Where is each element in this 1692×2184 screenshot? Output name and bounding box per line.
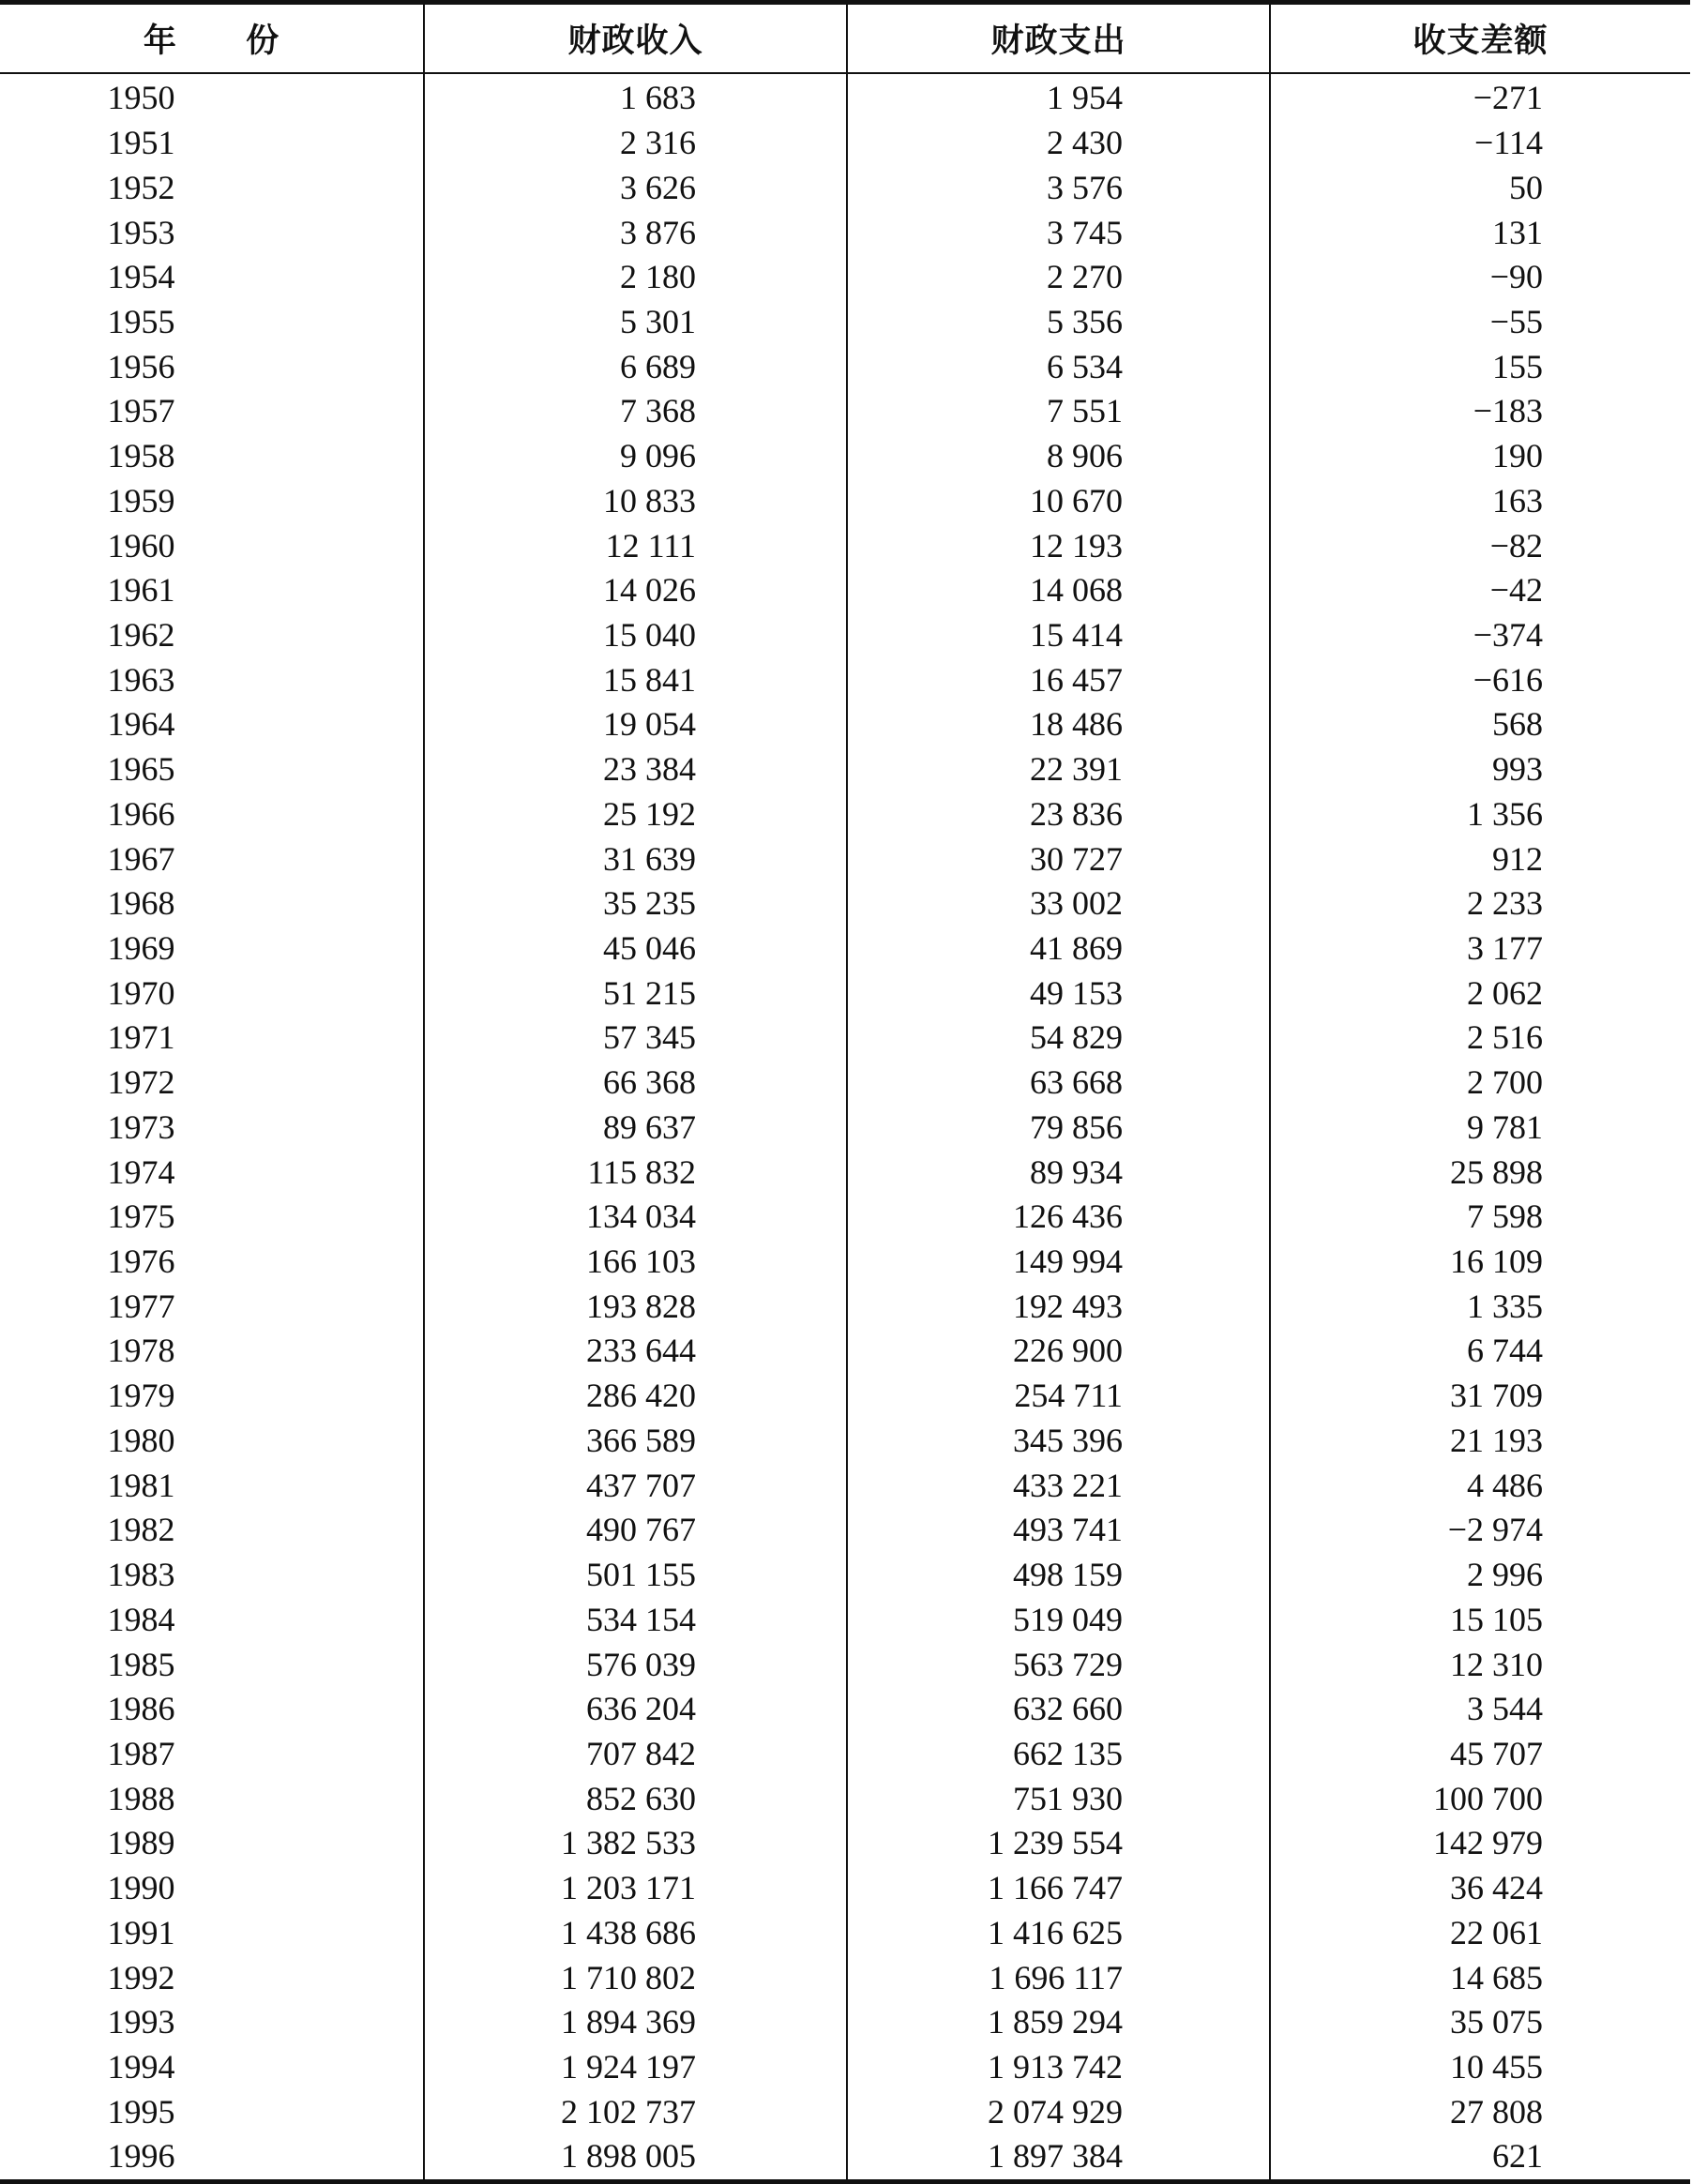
balance-cell: 14 685: [1270, 1955, 1690, 2000]
balance-cell: 15 105: [1270, 1597, 1690, 1642]
year-cell: 1977: [107, 1287, 175, 1325]
expenditure-cell: 498 159: [847, 1553, 1270, 1598]
revenue-cell: 115 832: [424, 1150, 847, 1195]
year-cell: 1970: [107, 973, 175, 1012]
balance-cell: 131: [1270, 210, 1690, 255]
revenue-cell: 23 384: [424, 747, 847, 792]
revenue-cell: 576 039: [424, 1642, 847, 1687]
table-row: [0, 1776, 1690, 1821]
header-row: [0, 3, 1690, 74]
table-row: [0, 1240, 1690, 1285]
balance-cell: −183: [1270, 389, 1690, 434]
year-cell: 1959: [107, 481, 175, 520]
balance-cell: 31 709: [1270, 1374, 1690, 1419]
year-cell: 1994: [107, 2047, 175, 2086]
expenditure-cell: 2 074 929: [847, 2089, 1270, 2134]
table-row: [0, 2000, 1690, 2045]
balance-cell: −114: [1270, 121, 1690, 166]
table-row: [0, 657, 1690, 702]
revenue-cell: 2 180: [424, 255, 847, 300]
year-cell: 1976: [107, 1243, 175, 1281]
expenditure-cell: 254 711: [847, 1374, 1270, 1419]
table-row: [0, 2045, 1690, 2090]
year-cell: 1982: [107, 1511, 175, 1549]
expenditure-cell: 226 900: [847, 1329, 1270, 1374]
expenditure-column-header: 财政支出: [847, 3, 1270, 74]
year-cell: 1986: [107, 1690, 175, 1728]
revenue-cell: 366 589: [424, 1419, 847, 1464]
table-row: [0, 1284, 1690, 1329]
year-cell: 1955: [107, 302, 175, 340]
year-cell: 1957: [107, 392, 175, 430]
year-cell: 1975: [107, 1197, 175, 1236]
expenditure-cell: 16 457: [847, 657, 1270, 702]
year-cell: 1992: [107, 1958, 175, 1996]
revenue-column-header: 财政收入: [424, 3, 847, 74]
year-cell: 1961: [107, 571, 175, 610]
expenditure-cell: 192 493: [847, 1284, 1270, 1329]
expenditure-cell: 14 068: [847, 568, 1270, 613]
year-cell: 1973: [107, 1107, 175, 1146]
revenue-cell: 31 639: [424, 836, 847, 881]
revenue-cell: 233 644: [424, 1329, 847, 1374]
expenditure-cell: 1 239 554: [847, 1821, 1270, 1866]
year-cell: 1962: [107, 615, 175, 654]
table-row: [0, 2089, 1690, 2134]
expenditure-cell: 1 913 742: [847, 2045, 1270, 2090]
revenue-cell: 707 842: [424, 1732, 847, 1777]
revenue-cell: 14 026: [424, 568, 847, 613]
expenditure-cell: 8 906: [847, 434, 1270, 479]
year-cell: 1993: [107, 2003, 175, 2041]
year-cell: 1983: [107, 1556, 175, 1594]
revenue-cell: 51 215: [424, 971, 847, 1016]
year-cell: 1980: [107, 1421, 175, 1459]
table-row: [0, 1016, 1690, 1061]
expenditure-cell: 30 727: [847, 836, 1270, 881]
table-row: [0, 1642, 1690, 1687]
balance-cell: 16 109: [1270, 1240, 1690, 1285]
balance-cell: 2 233: [1270, 881, 1690, 926]
balance-cell: 22 061: [1270, 1910, 1690, 1955]
revenue-cell: 45 046: [424, 926, 847, 972]
expenditure-cell: 89 934: [847, 1150, 1270, 1195]
revenue-cell: 3 876: [424, 210, 847, 255]
expenditure-cell: 519 049: [847, 1597, 1270, 1642]
revenue-cell: 1 924 197: [424, 2045, 847, 2090]
table-row: [0, 121, 1690, 166]
expenditure-cell: 5 356: [847, 300, 1270, 345]
revenue-cell: 1 683: [424, 73, 847, 121]
revenue-cell: 2 316: [424, 121, 847, 166]
year-cell: 1984: [107, 1600, 175, 1638]
year-cell: 1951: [107, 124, 175, 162]
table-row: [0, 1061, 1690, 1106]
year-cell: 1991: [107, 1913, 175, 1951]
revenue-cell: 193 828: [424, 1284, 847, 1329]
balance-cell: 45 707: [1270, 1732, 1690, 1777]
year-cell: 1954: [107, 258, 175, 296]
expenditure-cell: 433 221: [847, 1463, 1270, 1508]
expenditure-cell: 23 836: [847, 792, 1270, 837]
year-cell: 1958: [107, 437, 175, 475]
year-cell: 1950: [107, 79, 175, 117]
table-row: [0, 1955, 1690, 2000]
revenue-cell: 15 841: [424, 657, 847, 702]
revenue-cell: 134 034: [424, 1195, 847, 1240]
expenditure-cell: 1 897 384: [847, 2134, 1270, 2181]
expenditure-cell: 493 741: [847, 1508, 1270, 1553]
balance-cell: 568: [1270, 702, 1690, 747]
expenditure-cell: 1 859 294: [847, 2000, 1270, 2045]
balance-cell: −2 974: [1270, 1508, 1690, 1553]
balance-cell: −90: [1270, 255, 1690, 300]
revenue-cell: 1 382 533: [424, 1821, 847, 1866]
table-row: [0, 1732, 1690, 1777]
expenditure-cell: 1 416 625: [847, 1910, 1270, 1955]
balance-cell: −374: [1270, 613, 1690, 658]
balance-cell: 2 996: [1270, 1553, 1690, 1598]
balance-cell: 163: [1270, 478, 1690, 523]
revenue-cell: 9 096: [424, 434, 847, 479]
balance-cell: −42: [1270, 568, 1690, 613]
table-row: [0, 1597, 1690, 1642]
year-cell: 1996: [107, 2137, 175, 2176]
expenditure-cell: 1 166 747: [847, 1866, 1270, 1911]
year-cell: 1964: [107, 705, 175, 744]
table-row: [0, 1419, 1690, 1464]
balance-cell: 4 486: [1270, 1463, 1690, 1508]
expenditure-cell: 1 696 117: [847, 1955, 1270, 2000]
year-cell: 1956: [107, 347, 175, 385]
balance-cell: 1 335: [1270, 1284, 1690, 1329]
table-row: [0, 165, 1690, 210]
expenditure-cell: 6 534: [847, 344, 1270, 389]
revenue-cell: 286 420: [424, 1374, 847, 1419]
table-row: [0, 1866, 1690, 1911]
year-cell: 1952: [107, 168, 175, 206]
year-cell: 1965: [107, 750, 175, 789]
table-row: [0, 255, 1690, 300]
revenue-cell: 19 054: [424, 702, 847, 747]
table-row: [0, 1553, 1690, 1598]
table-row: [0, 1106, 1690, 1151]
table-row: [0, 1508, 1690, 1553]
revenue-cell: 166 103: [424, 1240, 847, 1285]
revenue-cell: 1 898 005: [424, 2134, 847, 2181]
table-row: [0, 747, 1690, 792]
expenditure-cell: 33 002: [847, 881, 1270, 926]
year-cell: 1989: [107, 1824, 175, 1862]
balance-cell: 25 898: [1270, 1150, 1690, 1195]
table-row: [0, 210, 1690, 255]
year-cell: 1960: [107, 526, 175, 565]
table-row: [0, 73, 1690, 121]
balance-cell: 3 544: [1270, 1687, 1690, 1732]
balance-column-header: 收支差额: [1270, 3, 1690, 74]
revenue-cell: 534 154: [424, 1597, 847, 1642]
year-cell: 1966: [107, 794, 175, 833]
revenue-cell: 852 630: [424, 1776, 847, 1821]
revenue-cell: 7 368: [424, 389, 847, 434]
expenditure-cell: 49 153: [847, 971, 1270, 1016]
table-row: [0, 1910, 1690, 1955]
balance-cell: 10 455: [1270, 2045, 1690, 2090]
expenditure-cell: 1 954: [847, 73, 1270, 121]
year-cell: 1979: [107, 1377, 175, 1415]
balance-cell: 27 808: [1270, 2089, 1690, 2134]
balance-cell: 190: [1270, 434, 1690, 479]
table-row: [0, 1687, 1690, 1732]
expenditure-cell: 15 414: [847, 613, 1270, 658]
year-cell: 1985: [107, 1645, 175, 1683]
balance-cell: 100 700: [1270, 1776, 1690, 1821]
balance-cell: 912: [1270, 836, 1690, 881]
expenditure-cell: 7 551: [847, 389, 1270, 434]
table-row: [0, 702, 1690, 747]
revenue-cell: 1 710 802: [424, 1955, 847, 2000]
revenue-cell: 66 368: [424, 1061, 847, 1106]
year-cell: 1972: [107, 1063, 175, 1102]
table-row: [0, 389, 1690, 434]
table-row: [0, 478, 1690, 523]
year-column-header: 年 份: [0, 3, 424, 74]
revenue-cell: 15 040: [424, 613, 847, 658]
table-body: [0, 73, 1690, 2181]
expenditure-cell: 563 729: [847, 1642, 1270, 1687]
expenditure-cell: 149 994: [847, 1240, 1270, 1285]
table-row: [0, 523, 1690, 568]
expenditure-cell: 126 436: [847, 1195, 1270, 1240]
balance-cell: 9 781: [1270, 1106, 1690, 1151]
revenue-cell: 1 438 686: [424, 1910, 847, 1955]
year-cell: 1967: [107, 839, 175, 878]
year-cell: 1968: [107, 884, 175, 923]
table-row: [0, 613, 1690, 658]
balance-cell: 36 424: [1270, 1866, 1690, 1911]
table-row: [0, 926, 1690, 972]
expenditure-cell: 2 270: [847, 255, 1270, 300]
table-row: [0, 300, 1690, 345]
table-row: [0, 1329, 1690, 1374]
table-row: [0, 1195, 1690, 1240]
year-cell: 1990: [107, 1869, 175, 1907]
balance-cell: 1 356: [1270, 792, 1690, 837]
balance-cell: 155: [1270, 344, 1690, 389]
balance-cell: 7 598: [1270, 1195, 1690, 1240]
table-row: [0, 1463, 1690, 1508]
balance-cell: 3 177: [1270, 926, 1690, 972]
balance-cell: 2 516: [1270, 1016, 1690, 1061]
expenditure-cell: 12 193: [847, 523, 1270, 568]
year-cell: 1974: [107, 1152, 175, 1191]
balance-cell: 142 979: [1270, 1821, 1690, 1866]
expenditure-cell: 63 668: [847, 1061, 1270, 1106]
table-row: [0, 881, 1690, 926]
revenue-cell: 89 637: [424, 1106, 847, 1151]
year-cell: 1953: [107, 213, 175, 251]
expenditure-cell: 3 576: [847, 165, 1270, 210]
balance-cell: −82: [1270, 523, 1690, 568]
revenue-cell: 35 235: [424, 881, 847, 926]
revenue-cell: 1 203 171: [424, 1866, 847, 1911]
table-row: [0, 434, 1690, 479]
balance-cell: −55: [1270, 300, 1690, 345]
expenditure-cell: 18 486: [847, 702, 1270, 747]
revenue-cell: 437 707: [424, 1463, 847, 1508]
expenditure-cell: 54 829: [847, 1016, 1270, 1061]
revenue-cell: 1 894 369: [424, 2000, 847, 2045]
year-cell: 1971: [107, 1018, 175, 1057]
balance-cell: 2 700: [1270, 1061, 1690, 1106]
table-row: [0, 1150, 1690, 1195]
balance-cell: 621: [1270, 2134, 1690, 2181]
balance-cell: 12 310: [1270, 1642, 1690, 1687]
year-cell: 1995: [107, 2092, 175, 2131]
expenditure-cell: 22 391: [847, 747, 1270, 792]
expenditure-cell: 2 430: [847, 121, 1270, 166]
table-row: [0, 792, 1690, 837]
expenditure-cell: 751 930: [847, 1776, 1270, 1821]
revenue-cell: 2 102 737: [424, 2089, 847, 2134]
table-row: [0, 971, 1690, 1016]
revenue-cell: 5 301: [424, 300, 847, 345]
expenditure-cell: 79 856: [847, 1106, 1270, 1151]
expenditure-cell: 632 660: [847, 1687, 1270, 1732]
balance-cell: 21 193: [1270, 1419, 1690, 1464]
table-row: [0, 568, 1690, 613]
balance-cell: 50: [1270, 165, 1690, 210]
expenditure-cell: 41 869: [847, 926, 1270, 972]
year-cell: 1987: [107, 1734, 175, 1772]
expenditure-cell: 345 396: [847, 1419, 1270, 1464]
revenue-cell: 3 626: [424, 165, 847, 210]
expenditure-cell: 10 670: [847, 478, 1270, 523]
revenue-cell: 6 689: [424, 344, 847, 389]
balance-cell: 993: [1270, 747, 1690, 792]
expenditure-cell: 3 745: [847, 210, 1270, 255]
table-row: [0, 344, 1690, 389]
balance-cell: −616: [1270, 657, 1690, 702]
balance-cell: −271: [1270, 73, 1690, 121]
year-cell: 1978: [107, 1332, 175, 1370]
table-row: [0, 1374, 1690, 1419]
year-cell: 1981: [107, 1466, 175, 1504]
revenue-cell: 490 767: [424, 1508, 847, 1553]
year-cell: 1988: [107, 1779, 175, 1817]
balance-cell: 2 062: [1270, 971, 1690, 1016]
revenue-cell: 501 155: [424, 1553, 847, 1598]
year-cell: 1969: [107, 929, 175, 968]
revenue-cell: 12 111: [424, 523, 847, 568]
table-header: [0, 3, 1690, 74]
table-row: [0, 836, 1690, 881]
balance-cell: 35 075: [1270, 2000, 1690, 2045]
revenue-cell: 57 345: [424, 1016, 847, 1061]
balance-cell: 6 744: [1270, 1329, 1690, 1374]
revenue-cell: 25 192: [424, 792, 847, 837]
revenue-cell: 636 204: [424, 1687, 847, 1732]
year-cell: 1963: [107, 660, 175, 699]
table-row: [0, 2134, 1690, 2181]
table-row: [0, 1821, 1690, 1866]
expenditure-cell: 662 135: [847, 1732, 1270, 1777]
revenue-cell: 10 833: [424, 478, 847, 523]
